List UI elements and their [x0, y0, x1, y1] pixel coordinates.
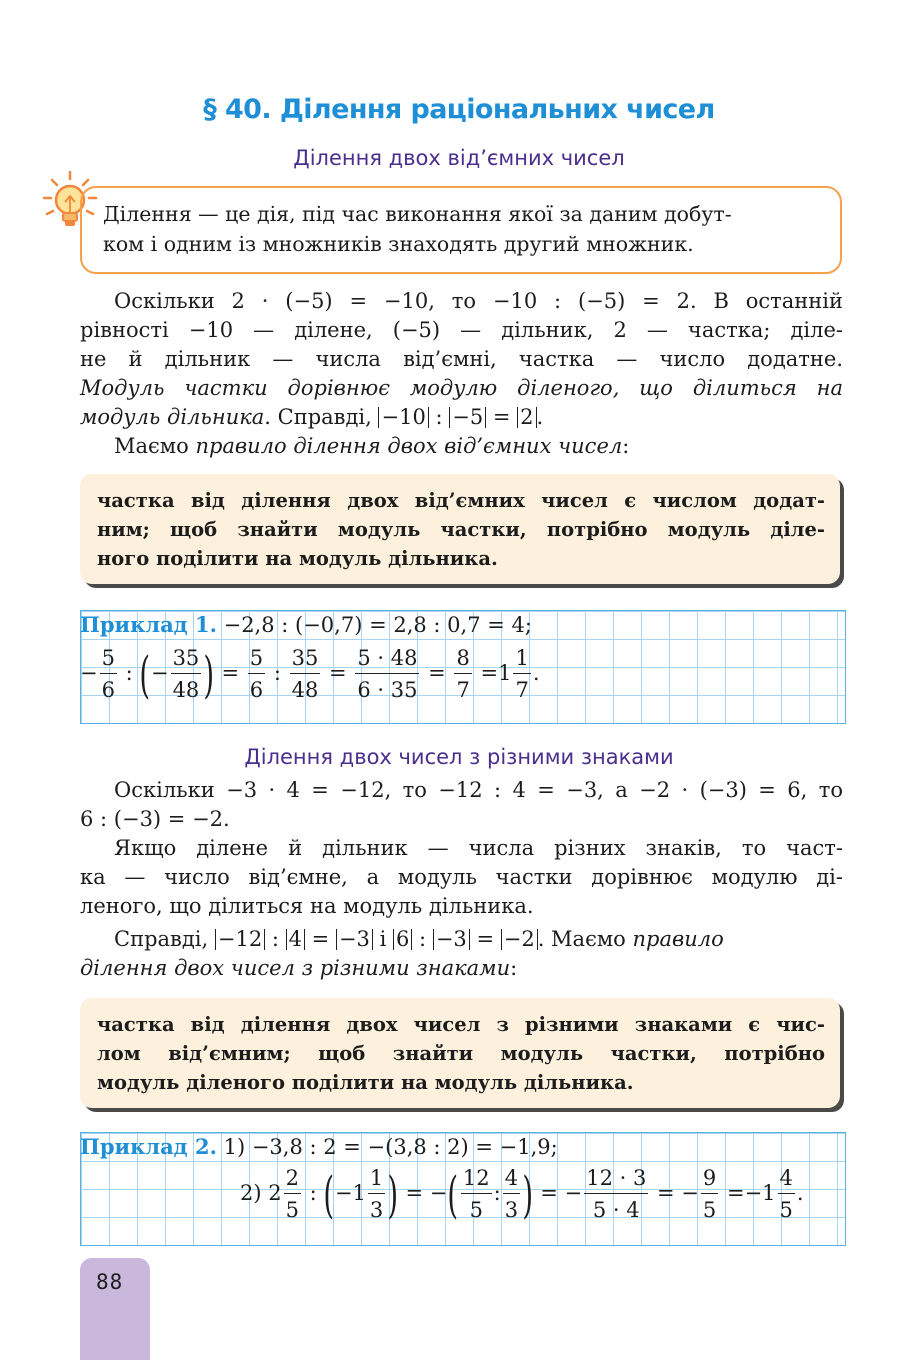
punctuation: .	[532, 661, 540, 685]
rule-1-line-3: ного поділити на модуль дільника.	[97, 547, 498, 570]
minus-sign: −	[150, 661, 169, 685]
example-2-label: Приклад 2.	[80, 1134, 217, 1159]
paragraph-1-line-1: Оскільки 2 · (−5) = −10, то −10 : (−5) = 2. В останній	[114, 289, 843, 313]
operator: =	[540, 1181, 558, 1205]
rule-2-line-1: частка від ділення двох чисел з різними знаками є чис-	[97, 1013, 825, 1036]
page-number: 88	[96, 1270, 124, 1294]
paragraph-1-line-4	[80, 376, 843, 400]
whole-part: −1	[334, 1181, 366, 1205]
paragraph-2-line-7	[80, 956, 843, 980]
operator: :	[412, 927, 433, 951]
paren-open: (	[323, 1165, 335, 1224]
minus-sign: −	[80, 661, 98, 685]
whole-part: −1	[744, 1181, 776, 1205]
punctuation: .	[536, 405, 544, 429]
definition-line-1: Ділення — це дія, під час виконання якої за даним добут-	[103, 202, 732, 226]
operator: =	[726, 1181, 745, 1205]
operator: =	[221, 661, 240, 685]
abs-value: 4	[286, 929, 305, 950]
rule-2-line-2: лом від’ємним; щоб знайти модуль частки, потрібно	[97, 1042, 825, 1065]
operator: =	[486, 405, 518, 429]
paragraph-2-line-2: 6 : (−3) = −2.	[80, 807, 230, 831]
operator: :	[428, 405, 450, 429]
fraction: $\frac{35}{48}$	[291, 646, 319, 702]
fraction: $\frac{8}{7}$	[456, 646, 470, 702]
text: . Справді,	[264, 405, 379, 429]
example-1-line-1	[80, 612, 532, 637]
rule-2-line-3: модуль діленого поділити на модуль дільника.	[97, 1071, 634, 1094]
fraction: $\frac{1}{3}$	[369, 1166, 384, 1222]
operator: :	[309, 1181, 317, 1205]
abs-value: −2	[501, 929, 538, 950]
section-title: § 40. Ділення раціональних чисел	[203, 94, 715, 125]
rule-1-line-1: частка від ділення двох від’ємних чисел є числом додат-	[97, 489, 825, 512]
minus-sign: −	[564, 1181, 583, 1205]
text: . Маємо	[537, 927, 633, 951]
fraction: $\frac{5}{6}$	[101, 646, 115, 702]
italic-rule-text: Модуль частки дорівнює модулю діленого, що ділиться на	[80, 376, 843, 400]
italic-rule-name: правило ділення двох від’ємних чисел	[195, 434, 623, 458]
abs-value: −5	[449, 407, 486, 428]
text: і	[372, 927, 393, 951]
punctuation: :	[510, 956, 518, 980]
item-prefix: 2) 2	[240, 1181, 282, 1205]
fraction: $\frac{35}{48}$	[172, 646, 200, 702]
operator: =	[305, 927, 336, 951]
text: Маємо	[114, 434, 196, 458]
italic-rule-word: правило	[632, 927, 724, 951]
operator: =	[329, 661, 347, 685]
example-1-expression: −2,8 : (−0,7) = 2,8 : 0,7 = 4;	[223, 613, 532, 637]
rule-1-line-2: ним; щоб знайти модуль частки, потрібно модуль діле-	[97, 518, 825, 541]
operator: :	[493, 1181, 501, 1205]
operator: =	[469, 927, 501, 951]
italic-rule-text-end: модуль дільника	[80, 405, 265, 429]
abs-value: 2	[517, 407, 536, 428]
fraction: $\frac{12}{5}$	[462, 1166, 490, 1222]
operator: :	[125, 661, 133, 685]
operator: =	[428, 661, 446, 685]
operator: :	[273, 661, 281, 685]
abs-value: −12	[215, 929, 265, 950]
text: Справді,	[114, 927, 215, 951]
paragraph-2-line-5: леного, що ділиться на модуль дільника.	[80, 894, 534, 918]
fraction: $\frac{5}{6}$	[249, 646, 264, 702]
definition-line-2: ком і одним із множників знаходять другий множник.	[103, 232, 694, 256]
paragraph-2-line-6	[114, 927, 843, 951]
paragraph-1-line-5	[80, 405, 843, 429]
definition-box	[80, 186, 842, 274]
paragraph-2-line-3: Якщо ділене й дільник — числа різних знаків, то част-	[114, 836, 843, 860]
paren-close: )	[387, 1165, 399, 1224]
abs-value: −3	[433, 929, 470, 950]
fraction: $\frac{2}{5}$	[285, 1166, 299, 1222]
operator: =	[405, 1181, 424, 1205]
minus-sign: −	[429, 1181, 448, 1205]
example-2-line-1	[80, 1134, 558, 1159]
paragraph-1-line-2: рівності −10 — ділене, (−5) — дільник, 2 — частка; діле-	[80, 318, 843, 342]
paren-close: )	[522, 1165, 534, 1224]
whole-part: 1	[498, 661, 512, 685]
paren-open: (	[447, 1165, 459, 1224]
subtitle-different-signs: Ділення двох чисел з різними знаками	[244, 745, 674, 769]
fraction: $\frac{12 \cdot 3}{5 \cdot 4}$	[586, 1166, 647, 1222]
abs-value: −10	[378, 407, 428, 428]
operator: =	[480, 661, 499, 685]
fraction: $\frac{1}{7}$	[515, 646, 529, 702]
example-1-label: Приклад 1.	[80, 612, 217, 637]
minus-sign: −	[681, 1181, 699, 1205]
paren-open: (	[139, 645, 151, 704]
punctuation: .	[796, 1181, 804, 1205]
operator: :	[265, 927, 286, 951]
example-2-expression: 1) −3,8 : 2 = −(3,8 : 2) = −1,9;	[223, 1135, 558, 1159]
paragraph-1-line-6	[114, 434, 843, 458]
subtitle-negative-division: Ділення двох від’ємних чисел	[293, 146, 625, 170]
paren-close: )	[203, 645, 215, 704]
abs-value: 6	[393, 929, 412, 950]
paragraph-2-line-1: Оскільки −3 · 4 = −12, то −12 : 4 = −3, а −2 · (−3) = 6, то	[114, 778, 843, 802]
paragraph-1-line-3: не й дільник — числа від’ємні, частка — число додатне.	[80, 347, 843, 371]
fraction: $\frac{4}{5}$	[779, 1166, 793, 1222]
paragraph-2-line-4: ка — число від’ємне, а модуль частки дорівнює модулю ді-	[80, 865, 843, 889]
fraction: $\frac{5 \cdot 48}{6 \cdot 35}$	[357, 646, 418, 702]
fraction: $\frac{9}{5}$	[702, 1166, 717, 1222]
italic-rule-name: ділення двох чисел з різними знаками	[80, 956, 511, 980]
fraction: $\frac{4}{3}$	[504, 1166, 519, 1222]
example-2-line-2	[240, 1165, 804, 1224]
example-1-line-2	[80, 645, 540, 704]
abs-value: −3	[336, 929, 373, 950]
operator: =	[657, 1181, 675, 1205]
punctuation: :	[622, 434, 630, 458]
